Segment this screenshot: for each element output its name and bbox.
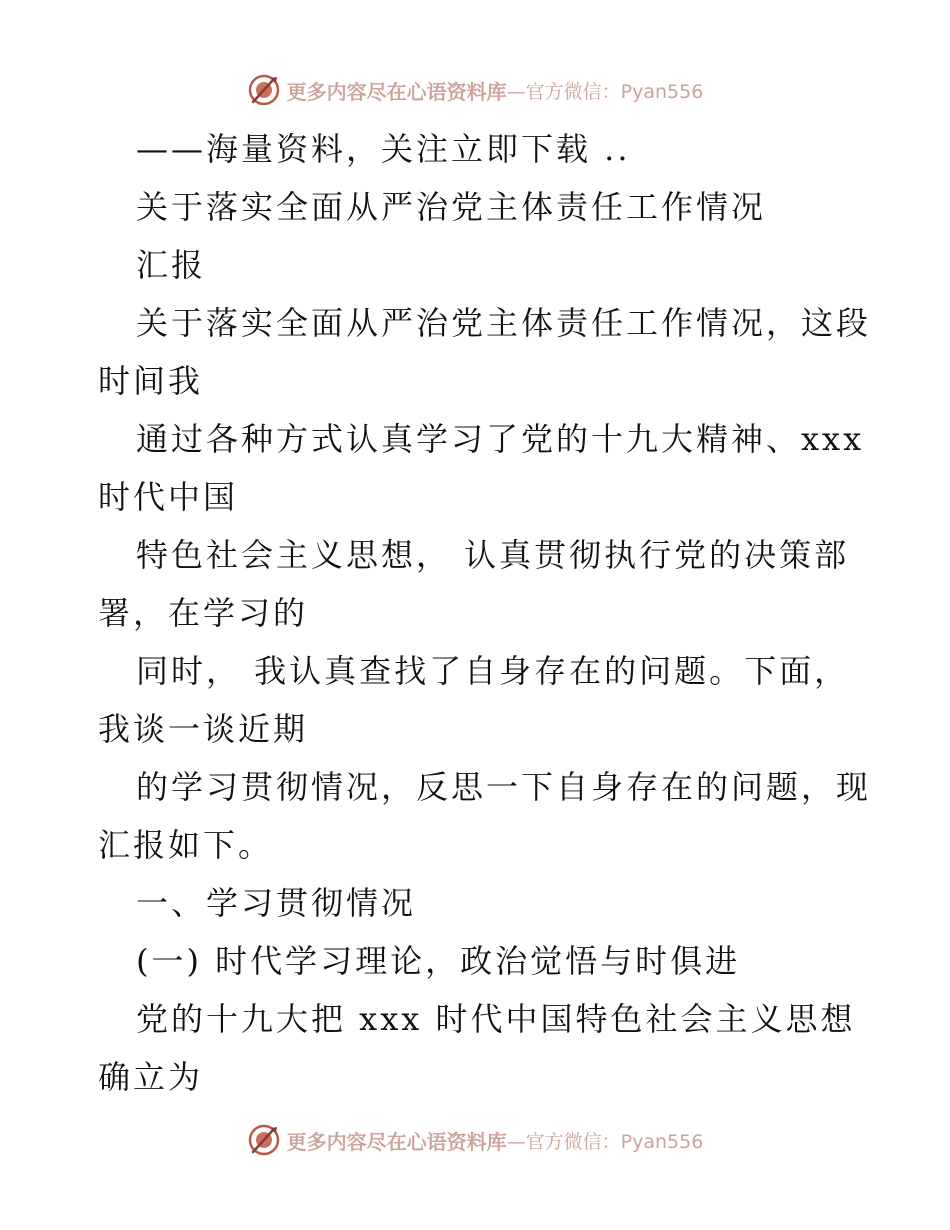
document-title-cont: 汇报 — [136, 246, 207, 284]
watermark-sub-text: —官方微信：Pyan556 — [506, 80, 704, 103]
text-line: 时间我 — [98, 362, 204, 400]
text-line: 党的十九大把 xxx 时代中国特色社会主义思想 — [136, 1000, 856, 1038]
watermark-main-text: 更多内容尽在心语资料库 — [286, 1129, 507, 1154]
text-line: 时代中国 — [98, 478, 239, 516]
watermark-footer — [0, 1120, 950, 1160]
text-line: ——海量资料，关注立即下载 .. — [136, 130, 631, 168]
subsection-heading: (一) 时代学习理论，政治觉悟与时俱进 — [136, 942, 741, 980]
watermark-main-text: 更多内容尽在心语资料库 — [286, 79, 507, 104]
text-line: 通过各种方式认真学习了党的十九大精神、xxx — [136, 420, 865, 458]
text-line: 确立为 — [98, 1058, 204, 1096]
text-line: 同时， 我认真查找了自身存在的问题。下面， — [136, 652, 850, 690]
text-line: 特色社会主义思想， 认真贯彻执行党的决策部 — [136, 536, 850, 574]
text-line: 的学习贯彻情况，反思一下自身存在的问题，现 — [136, 768, 872, 806]
document-title: 关于落实全面从严治党主体责任工作情况 — [136, 188, 767, 226]
text-line: 我谈一谈近期 — [98, 710, 309, 748]
watermark-sub-text: —官方微信：Pyan556 — [506, 1130, 704, 1153]
text-line: 署，在学习的 — [98, 594, 309, 632]
document-body — [98, 120, 878, 1106]
section-heading: 一、学习贯彻情况 — [136, 884, 417, 922]
quill-logo-icon — [247, 1123, 281, 1157]
watermark-header — [0, 70, 950, 110]
text-line: 关于落实全面从严治党主体责任工作情况，这段 — [136, 304, 872, 342]
text-line: 汇报如下。 — [98, 826, 274, 864]
quill-logo-icon — [247, 73, 281, 107]
